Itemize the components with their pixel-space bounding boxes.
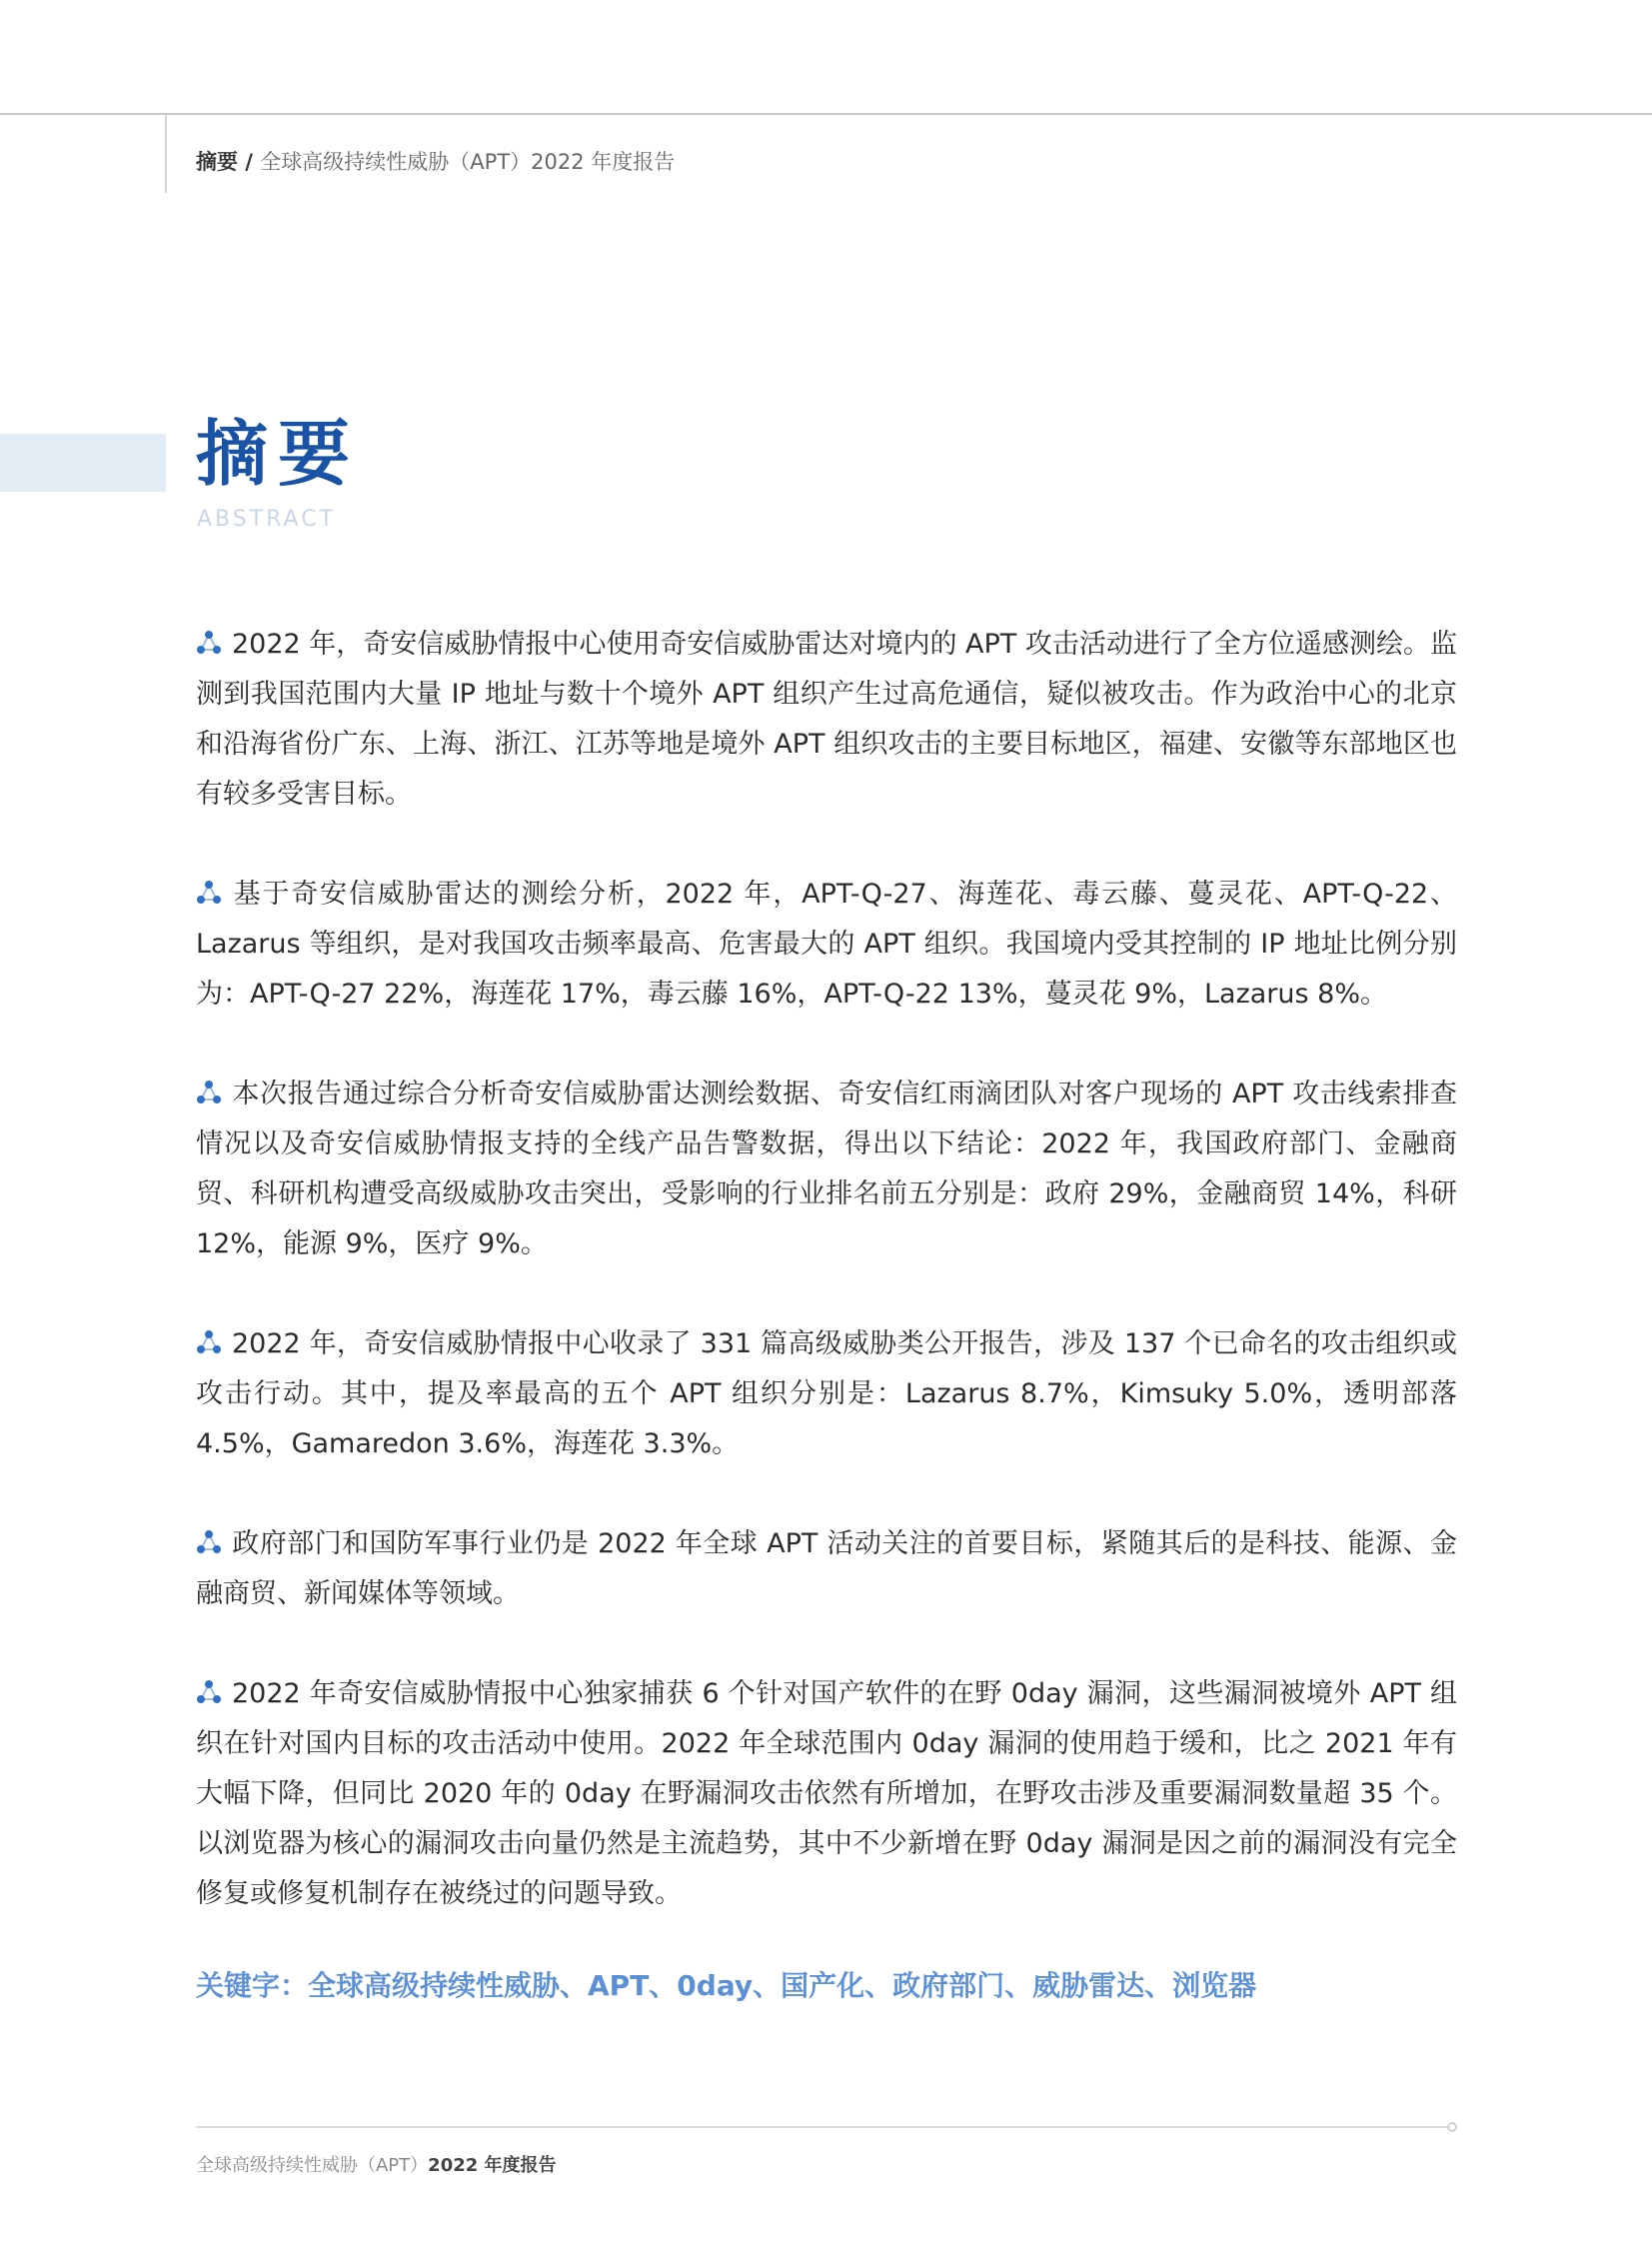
abstract-body <box>196 620 1457 2011</box>
paragraph-text: 政府部门和国防军事行业仍是 2022 年全球 APT 活动关注的首要目标，紧随其后的是科技、能源、金融商贸、新闻媒体等领域。 <box>196 1528 1457 1609</box>
paragraph-text: 2022 年，奇安信威胁情报中心使用奇安信威胁雷达对境内的 APT 攻击活动进行了全方位遥感测绘。监测到我国范围内大量 IP 地址与数十个境外 APT 组织产生过高危通信，疑似被攻击。作为政治中心的北京和沿海省份广东、上海、浙江、江苏等地是境外 APT 组织攻击的主要目标地区，福建、安徽等东部地区也有较多受害目标。 <box>196 629 1457 810</box>
page-subtitle: ABSTRACT <box>197 507 337 532</box>
abstract-paragraph <box>196 1070 1457 1269</box>
footer-divider-end-dot <box>1447 2122 1457 2132</box>
footer-report-title: 全球高级持续性威胁（APT） <box>196 2155 429 2176</box>
footer-report-name <box>196 2151 557 2177</box>
breadcrumb-separator: / <box>238 150 261 174</box>
three-dots-triangle-icon <box>196 1329 222 1355</box>
breadcrumb-section: 摘要 <box>196 150 238 174</box>
abstract-paragraph <box>196 620 1457 820</box>
paragraph-text: 2022 年奇安信威胁情报中心独家捕获 6 个针对国产软件的在野 0day 漏洞，这些漏洞被境外 APT 组织在针对国内目标的攻击活动中使用。2022 年全球范围内 0day 漏洞的使用趋于缓和，比之 2021 年有大幅下降，但同比 2020 年的 0day 在野漏洞攻击依然有所增加，在野攻击涉及重要漏洞数量超 35 个。以浏览器为核心的漏洞攻击向量仍然是主流趋势，其中不少新增在野 0day 漏洞是因之前的漏洞没有完全修复或修复机制存在被绕过的问题导致。 <box>196 1678 1457 1909</box>
footer-divider <box>196 2126 1449 2128</box>
three-dots-triangle-icon <box>196 1529 222 1555</box>
abstract-paragraph <box>196 1319 1457 1469</box>
paragraph-text: 本次报告通过综合分析奇安信威胁雷达测绘数据、奇安信红雨滴团队对客户现场的 APT 攻击线索排查情况以及奇安信威胁情报支持的全线产品告警数据，得出以下结论：2022 年，我国政府部门、金融商贸、科研机构遭受高级威胁攻击突出，受影响的行业排名前五分别是：政府 29%，金融商贸 14%，科研 12%，能源 9%，医疗 9%。 <box>196 1079 1457 1259</box>
three-dots-triangle-icon <box>196 1080 222 1106</box>
top-divider <box>0 113 1652 115</box>
abstract-paragraph <box>196 870 1457 1020</box>
three-dots-triangle-icon <box>196 630 222 656</box>
keywords-line: 关键字：全球高级持续性威胁、APT、0day、国产化、政府部门、威胁雷达、浏览器 <box>196 1969 1257 2002</box>
header-vertical-rule <box>165 115 167 193</box>
three-dots-triangle-icon <box>196 1679 222 1705</box>
abstract-paragraph <box>196 1519 1457 1619</box>
breadcrumb-report-title: 全球高级持续性威胁（APT）2022 年度报告 <box>260 150 676 174</box>
breadcrumb <box>196 146 675 176</box>
title-accent-bar <box>0 434 166 492</box>
three-dots-triangle-icon <box>196 880 222 906</box>
page-title: 摘要 <box>196 412 361 496</box>
abstract-paragraph <box>196 1669 1457 1919</box>
footer-report-year: 2022 年度报告 <box>428 2155 557 2176</box>
paragraph-text: 2022 年，奇安信威胁情报中心收录了 331 篇高级威胁类公开报告，涉及 137 个已命名的攻击组织或攻击行动。其中，提及率最高的五个 APT 组织分别是：Lazarus 8.7%，Kimsuky 5.0%，透明部落 4.5%，Gamaredon 3.6%，海莲花 3.3%。 <box>196 1328 1457 1459</box>
paragraph-text: 基于奇安信威胁雷达的测绘分析，2022 年，APT-Q-27、海莲花、毒云藤、蔓灵花、APT-Q-22、Lazarus 等组织，是对我国攻击频率最高、危害最大的 APT 组织。我国境内受其控制的 IP 地址比例分别为：APT-Q-27 22%，海莲花 17%，毒云藤 16%，APT-Q-22 13%，蔓灵花 9%，Lazarus 8%。 <box>196 879 1457 1010</box>
